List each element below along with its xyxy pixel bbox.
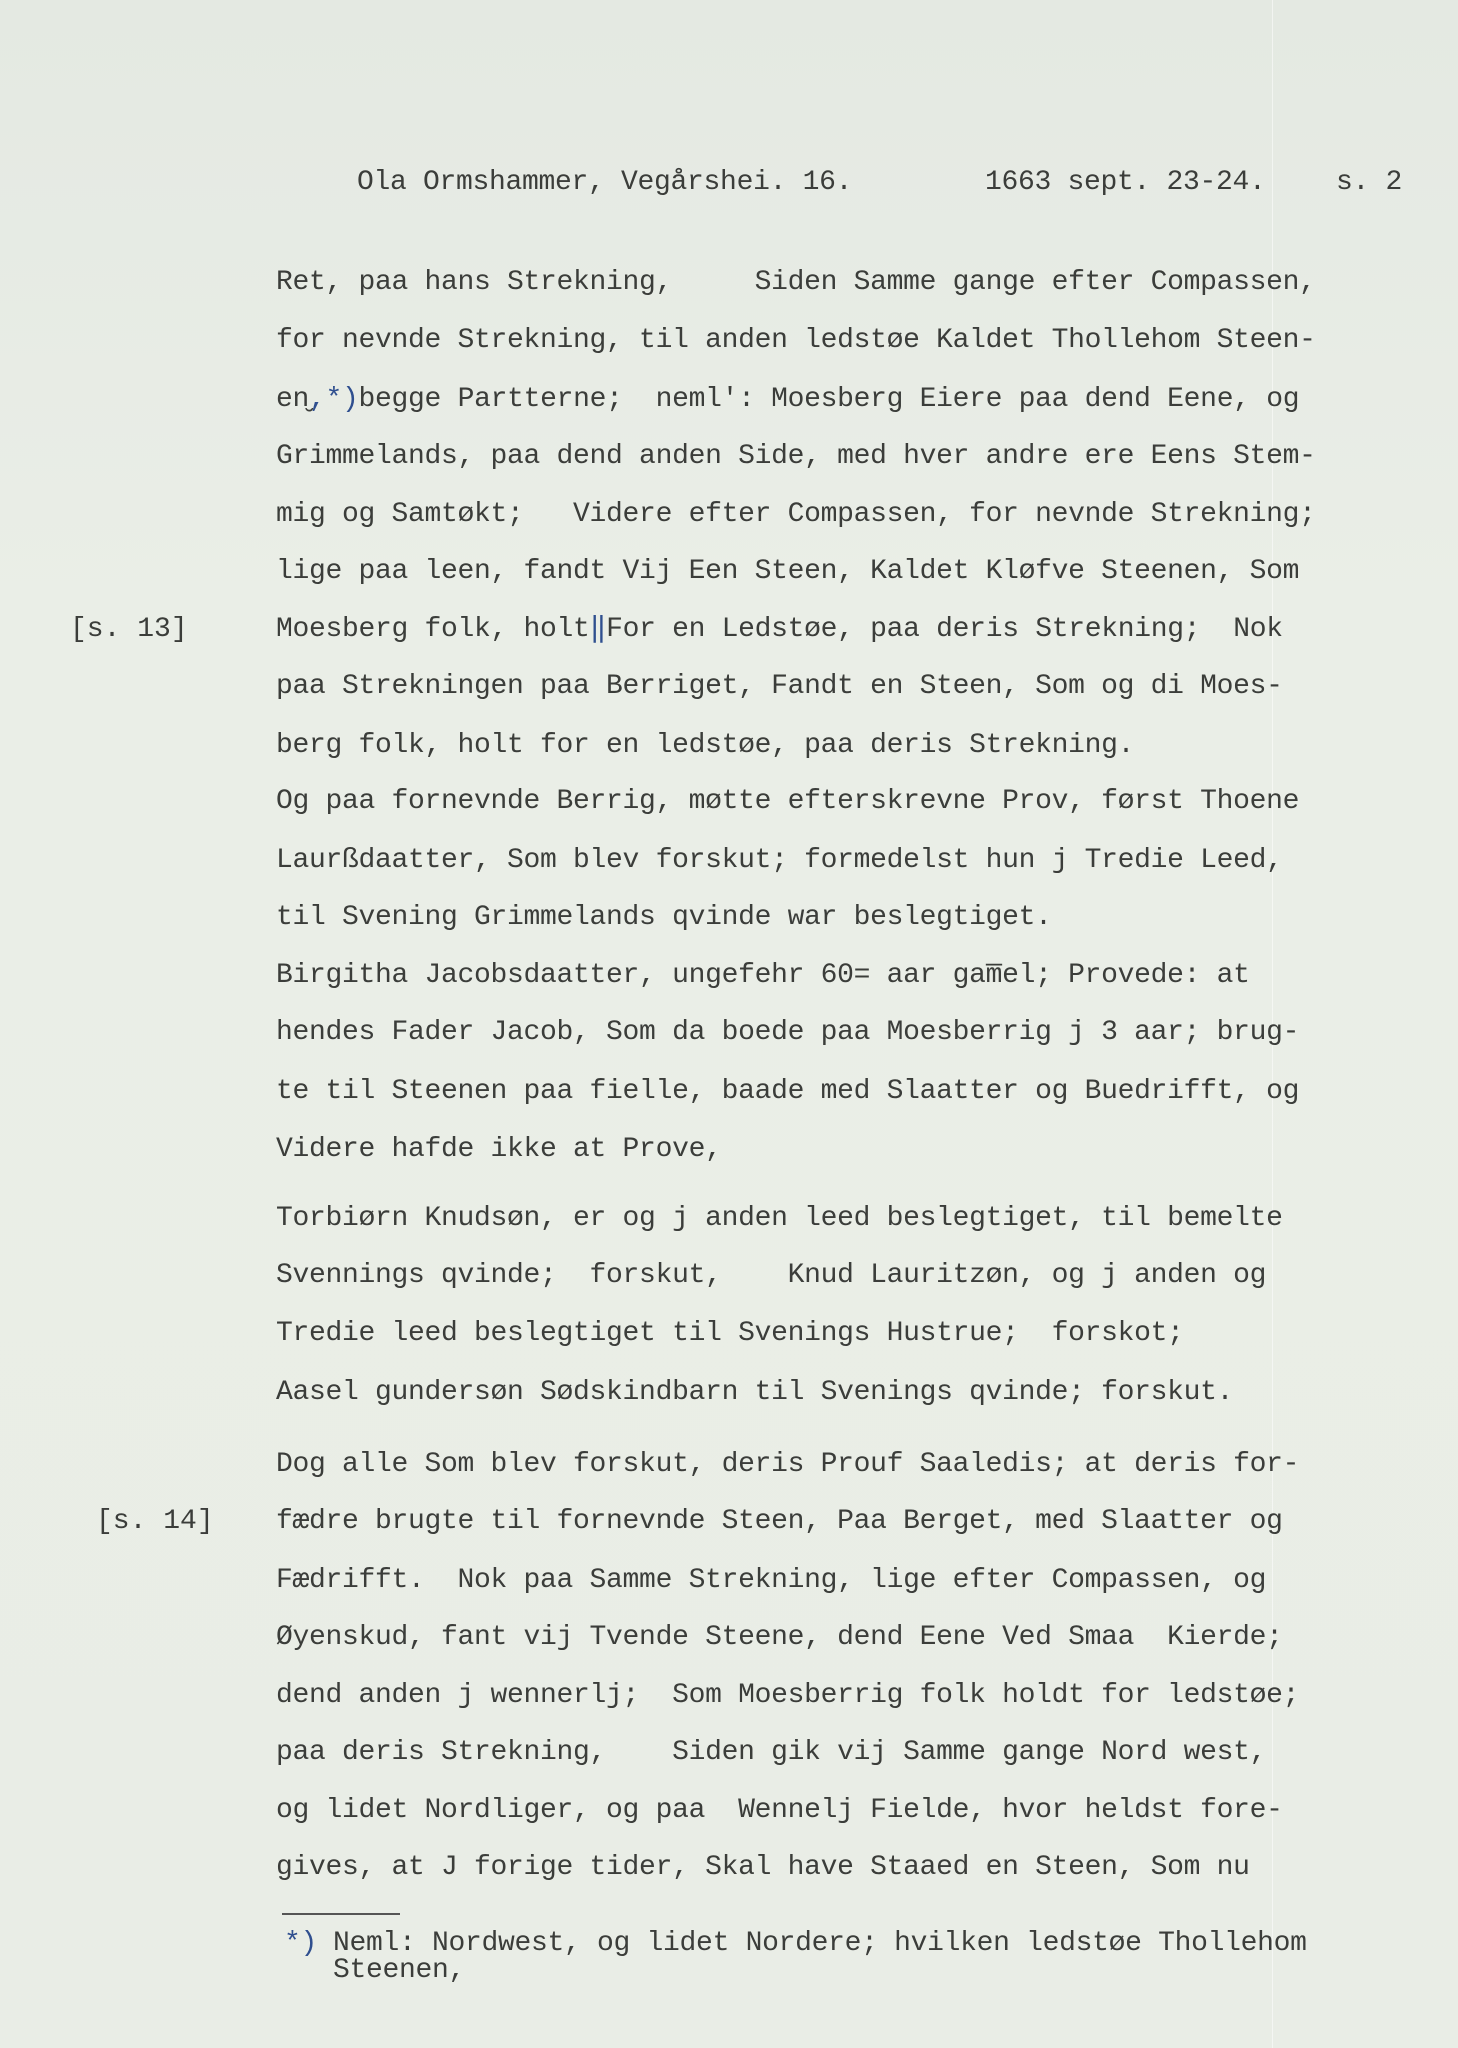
text-line: [276, 1260, 1266, 1292]
typed-text: Øyenskud, fant vij Tvende Steene, dend Eene Ved Smaa Kierde;: [276, 1622, 1283, 1653]
typed-text: berg folk, holt for en ledstøe, paa deris Strekning.: [276, 730, 1135, 761]
handwritten-annotation: *): [325, 384, 359, 415]
text-line: [276, 960, 1250, 992]
text-line: [276, 902, 1052, 934]
text-line: [276, 556, 1299, 588]
text-line: [276, 845, 1283, 877]
text-line: [276, 614, 1283, 646]
footnote-rule: [282, 1913, 400, 1915]
typed-text: begge Partterne; neml': Moesberg Eiere paa dend Eene, og: [358, 384, 1300, 415]
header-place: Ola Ormshammer, Vegårshei. 16.: [357, 167, 853, 198]
typed-text: For en Ledstøe, paa deris Strekning; Nok: [606, 614, 1283, 645]
typed-text: Og paa fornevnde Berrig, møtte efterskrevne Prov, først Thoene: [276, 786, 1300, 817]
header-page-number: s. 2: [1336, 167, 1403, 198]
typed-text: Videre hafde ikke at Prove,: [276, 1134, 722, 1165]
footnote-line: Neml: Nordwest, og lidet Nordere; hvilken ledstøe Thollehom: [333, 1928, 1307, 1959]
text-line: [276, 786, 1299, 818]
text-line: [276, 499, 1316, 531]
typed-text: gives, at J forige tider, Skal have Staaed en Steen, Som nu: [276, 1852, 1250, 1883]
typed-text: til Svening Grimmelands qvinde war beslegtiget.: [276, 902, 1052, 933]
text-line: [276, 1017, 1299, 1049]
footnote-line: Steenen,: [333, 1955, 466, 1986]
typed-text: paa Strekningen paa Berriget, Fandt en Steen, Som og di Moes-: [276, 671, 1283, 702]
typed-text: Dog alle Som blev forskut, deris Prouf Saaledis; at deris for-: [276, 1449, 1300, 1480]
footnote-marker: *): [284, 1928, 318, 1959]
handwritten-annotation: ‖: [589, 614, 607, 645]
header-date: 1663 sept. 23-24.: [985, 167, 1266, 198]
typed-text: for nevnde Strekning, til anden ledstøe Kaldet Thollehom Steen-: [276, 325, 1316, 356]
text-line: [276, 1506, 1283, 1538]
typed-text: Tredie leed beslegtiget til Svenings Hustrue; forskot;: [276, 1318, 1184, 1349]
typed-text: Torbiørn Knudsøn, er og j anden leed beslegtiget, til bemelte: [276, 1203, 1283, 1234]
typed-text: Fædrifft. Nok paa Samme Strekning, lige efter Compassen, og: [276, 1565, 1267, 1596]
typed-text: og lidet Nordliger, og paa Wennelj Fielde, hvor heldst fore-: [276, 1795, 1283, 1826]
typed-text: Laurßdaatter, Som blev forskut; formedelst hun j Tredie Leed,: [276, 845, 1283, 876]
text-line: [276, 1076, 1299, 1108]
typed-text: paa deris Strekning, Siden gik vij Samme gange Nord west,: [276, 1737, 1267, 1768]
text-line: [276, 1134, 722, 1166]
handwritten-annotation: ̮,: [309, 384, 326, 415]
text-line: [276, 1318, 1184, 1350]
typed-text: Svennings qvinde; forskut, Knud Lauritzøn, og j anden og: [276, 1260, 1267, 1291]
text-line: [276, 1795, 1283, 1827]
typed-text: mig og Samtøkt; Videre efter Compassen, for nevnde Strekning;: [276, 499, 1316, 530]
text-line: [276, 1203, 1283, 1235]
typed-text: Ret, paa hans Strekning, Siden Samme gange efter Compassen,: [276, 267, 1316, 298]
typed-text: en: [276, 384, 310, 415]
typed-text: Aasel gundersøn Sødskindbarn til Svenings qvinde; forskut.: [276, 1377, 1234, 1408]
text-line: [276, 1737, 1266, 1769]
typed-text: lige paa leen, fandt Vij Een Steen, Kaldet Kløfve Steenen, Som: [276, 556, 1300, 587]
typed-text: Birgitha Jacobsdaatter, ungefehr 60= aar gam̅el; Provede: at: [276, 960, 1250, 991]
text-line: [276, 671, 1283, 703]
text-line: [276, 1622, 1283, 1654]
text-line: [276, 267, 1316, 299]
text-line: [276, 1565, 1266, 1597]
text-line: [276, 730, 1134, 762]
text-line: [276, 1449, 1299, 1481]
text-line: [276, 325, 1316, 357]
text-line: [276, 1680, 1299, 1712]
typed-text: Grimmelands, paa dend anden Side, med hver andre ere Eens Stem-: [276, 441, 1316, 472]
text-line: [276, 441, 1316, 473]
text-line: [276, 1852, 1250, 1884]
typed-text: Moesberg folk, holt: [276, 614, 590, 645]
typed-text: dend anden j wennerlj; Som Moesberrig folk holdt for ledstøe;: [276, 1680, 1300, 1711]
text-line: [276, 1377, 1233, 1409]
text-line: [276, 384, 1299, 416]
margin-note-page-14: [s. 14]: [96, 1506, 214, 1537]
typed-text: te til Steenen paa fielle, baade med Slaatter og Buedrifft, og: [276, 1076, 1300, 1107]
margin-note-page-13: [s. 13]: [70, 614, 188, 645]
typed-text: hendes Fader Jacob, Som da boede paa Moesberrig j 3 aar; brug-: [276, 1017, 1300, 1048]
typed-text: fædre brugte til fornevnde Steen, Paa Berget, med Slaatter og: [276, 1506, 1283, 1537]
